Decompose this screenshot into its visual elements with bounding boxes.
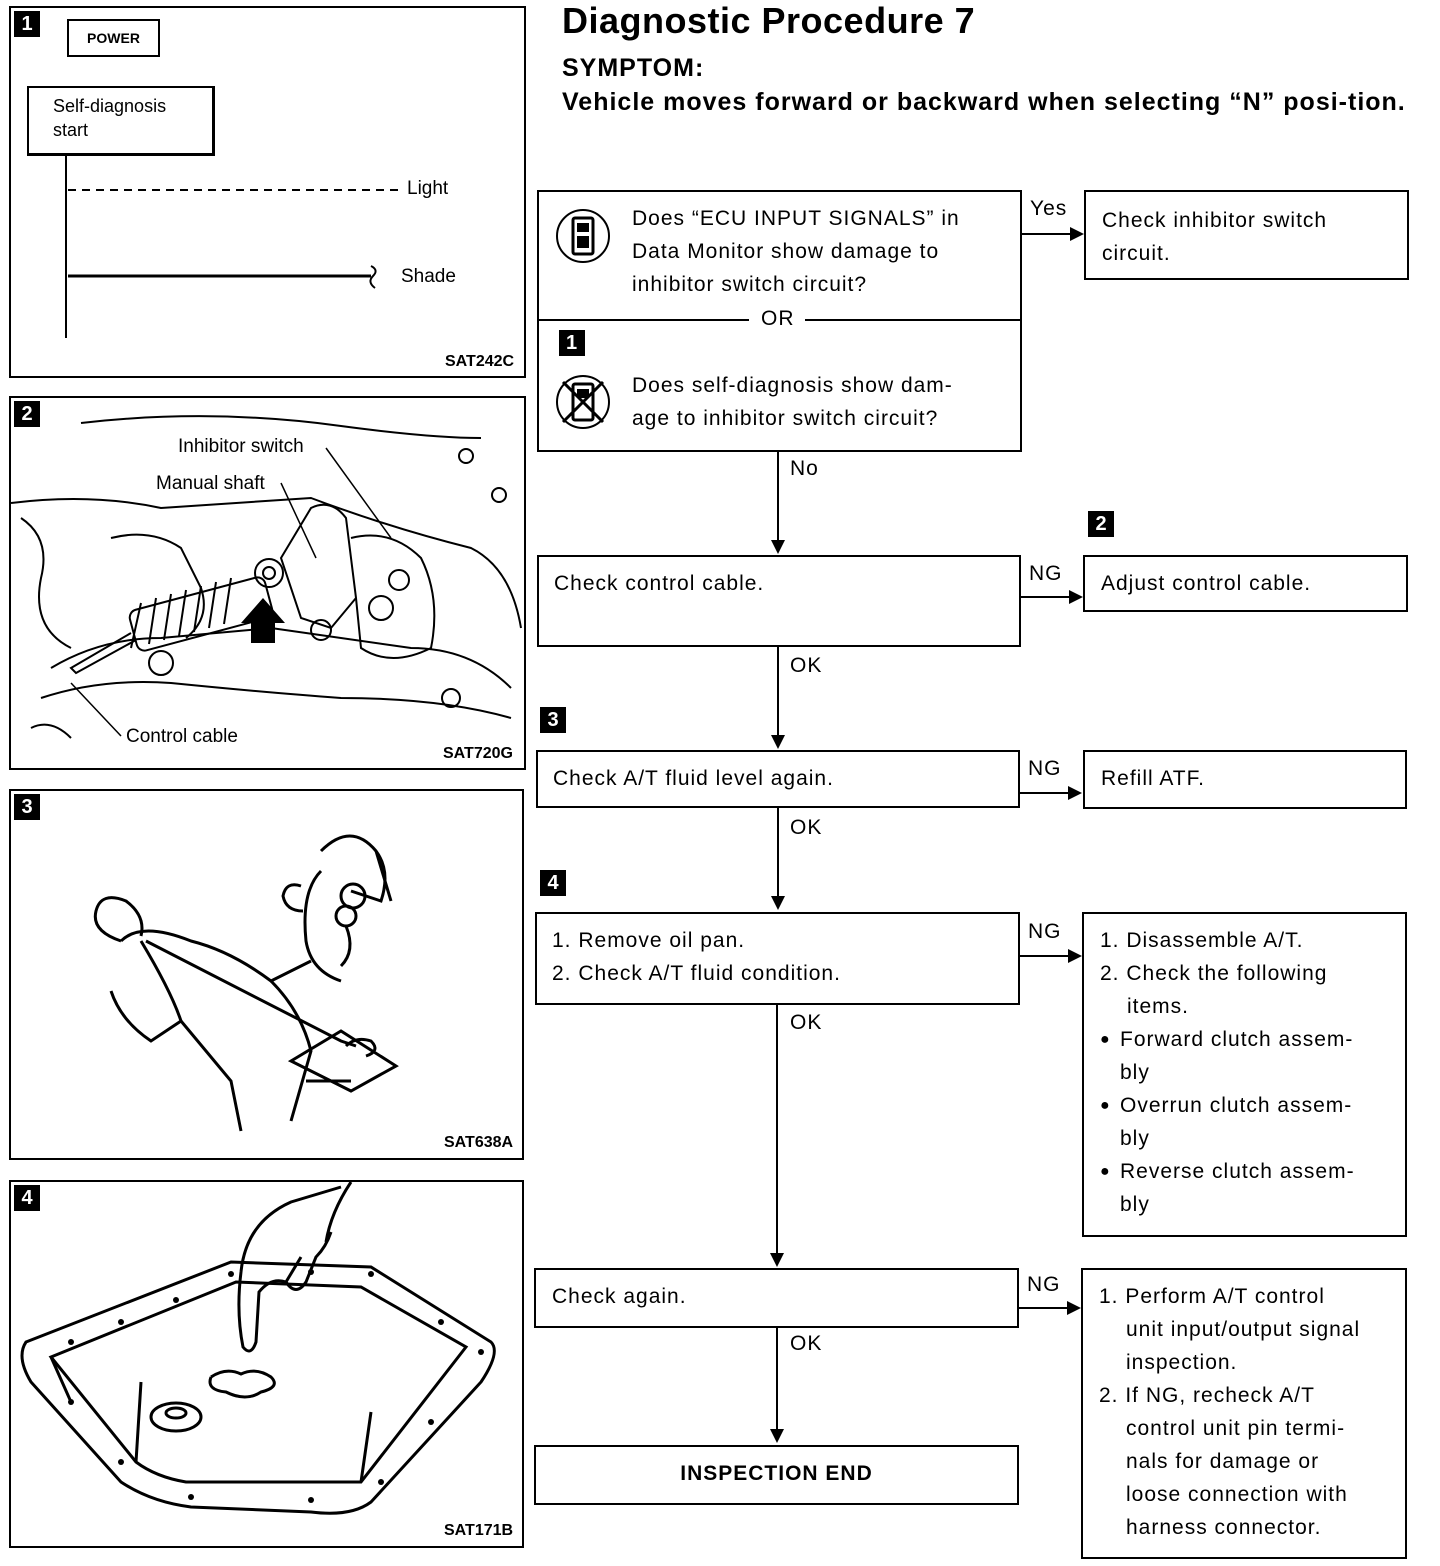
inhibitor-switch-label: Inhibitor switch [178,436,304,457]
manual-shaft-label: Manual shaft [156,473,265,494]
light-label: Light [407,178,449,199]
figure-badge: 3 [14,794,40,820]
step5-ok-label: OK [790,1332,823,1355]
step5-ng-label: NG [1027,1273,1061,1296]
step4-ng-label: NG [1028,920,1062,943]
step2-ok-label: OK [790,654,823,677]
shade-label: Shade [401,266,456,287]
q1-line2: Data Monitor show damage to [632,240,940,263]
step4-result-2a: 2. Check the following [1100,962,1328,985]
light-shade-diagram [11,8,526,378]
self-diagnosis-icon [555,374,611,430]
q1-line1: Does “ECU INPUT SIGNALS” in [632,207,960,230]
q1-line3: inhibitor switch circuit? [632,273,868,296]
step4-line1: 1. Remove oil pan. [552,929,746,952]
step3-ok-label: OK [790,816,823,839]
step5-result-2b: control unit pin termi- [1126,1417,1346,1440]
figure-badge: 1 [14,11,40,37]
yes-label: Yes [1030,197,1068,220]
start-label-line1: Self-diagnosis [53,96,167,116]
consult-tester-icon [555,208,611,264]
step5-ng-arrow [1067,1301,1081,1315]
step4-ng-arrow [1068,949,1082,963]
figure-4-oil-pan [9,1180,524,1548]
inspection-end-text: INSPECTION END [680,1462,873,1485]
step5-ok-arrow [770,1429,784,1443]
step2-ok-connector [777,647,779,737]
step5-result-1b: unit input/output signal [1126,1318,1361,1341]
mechanic-illustration [11,791,524,1160]
step4-ng-result-box [1082,912,1407,1237]
step4-result-1: 1. Disassemble A/T. [1100,929,1304,952]
control-cable-label: Control cable [126,726,238,747]
q2-badge: 1 [559,330,585,356]
step3-ok-arrow [771,896,785,910]
question-box [537,190,1022,452]
step4-ng-connector [1020,955,1070,957]
or-divider-right [805,319,1022,321]
page-title: Diagnostic Procedure 7 [562,0,976,41]
step4-result-2b: items. [1127,995,1190,1018]
step3-ng-result-box [1083,750,1407,809]
step3-text: Check A/T fluid level again. [553,767,834,790]
step3-ng-label: NG [1028,757,1062,780]
step3-badge: 3 [540,707,566,733]
yes-result-line2: circuit. [1102,242,1171,265]
or-divider-left [539,319,749,321]
no-label: No [790,457,819,480]
step2-badge: 2 [1088,511,1114,537]
power-label: POWER [67,19,160,57]
step5-ng-result-box [1081,1268,1407,1559]
symptom-label: SYMPTOM: [562,54,705,82]
no-connector [777,452,779,542]
figure-code: SAT171B [444,1522,514,1539]
step2-ng-label: NG [1029,562,1063,585]
step4-box [535,912,1020,1005]
figure-3-fluid-check [9,789,524,1160]
step5-result-2c: nals for damage or [1126,1450,1320,1473]
or-label: OR [761,307,795,330]
figure-code: SAT720G [443,745,513,762]
step2-ng-connector [1021,596,1071,598]
bullet-reverse-clutch-cont: bly [1120,1193,1150,1216]
step2-ok-arrow [771,735,785,749]
no-arrow [771,540,785,554]
oil-pan-illustration [11,1182,524,1548]
step5-result-1a: 1. Perform A/T control [1099,1285,1325,1308]
bullet-overrun-clutch-cont: bly [1120,1127,1150,1150]
step3-ng-result: Refill ATF. [1101,767,1205,790]
step2-ng-result: Adjust control cable. [1101,572,1312,595]
figure-code: SAT242C [445,353,515,370]
bullet-reverse-clutch: ● Reverse clutch assem- [1100,1155,1405,1188]
step5-ok-connector [776,1328,778,1431]
symptom-text: Vehicle moves forward or backward when selecting “N” posi-tion. [562,88,1406,116]
step4-ok-connector [776,1005,778,1255]
bullet-overrun-clutch: ● Overrun clutch assem- [1100,1089,1405,1122]
step5-text: Check again. [552,1285,687,1308]
step5-ng-connector [1019,1307,1069,1309]
inspection-end-box [534,1445,1019,1505]
figure-1-self-diagnosis [9,6,526,378]
step4-badge: 4 [540,870,566,896]
figure-code: SAT638A [444,1134,514,1151]
step3-ng-connector [1020,792,1070,794]
figure-badge: 4 [14,1185,40,1211]
step4-ok-label: OK [790,1011,823,1034]
step5-result-2e: harness connector. [1126,1516,1322,1539]
step2-ng-arrow [1069,590,1083,604]
bullet-forward-clutch: ● Forward clutch assem- [1100,1023,1405,1056]
figure-2-control-cable [9,396,526,770]
step2-ng-result-box [1083,555,1408,612]
step5-result-2a: 2. If NG, recheck A/T [1099,1384,1315,1407]
start-label-line2: start [53,120,89,140]
step4-line2: 2. Check A/T fluid condition. [552,962,841,985]
yes-arrow [1070,227,1084,241]
step5-result-2d: loose connection with [1126,1483,1348,1506]
step2-box [537,555,1021,647]
step3-box [536,750,1020,808]
step5-box [534,1268,1019,1328]
step3-ng-arrow [1068,786,1082,800]
step4-ok-arrow [770,1253,784,1267]
bullet-forward-clutch-cont: bly [1120,1061,1150,1084]
step2-text: Check control cable. [554,572,765,595]
yes-connector [1022,233,1072,235]
figure-badge: 2 [14,401,40,427]
yes-result-line1: Check inhibitor switch [1102,209,1328,232]
yes-result-box [1084,190,1409,280]
step5-result-1c: inspection. [1126,1351,1238,1374]
q2-line1: Does self-diagnosis show dam- [632,374,953,397]
step3-ok-connector [777,808,779,898]
q2-line2: age to inhibitor switch circuit? [632,407,939,430]
